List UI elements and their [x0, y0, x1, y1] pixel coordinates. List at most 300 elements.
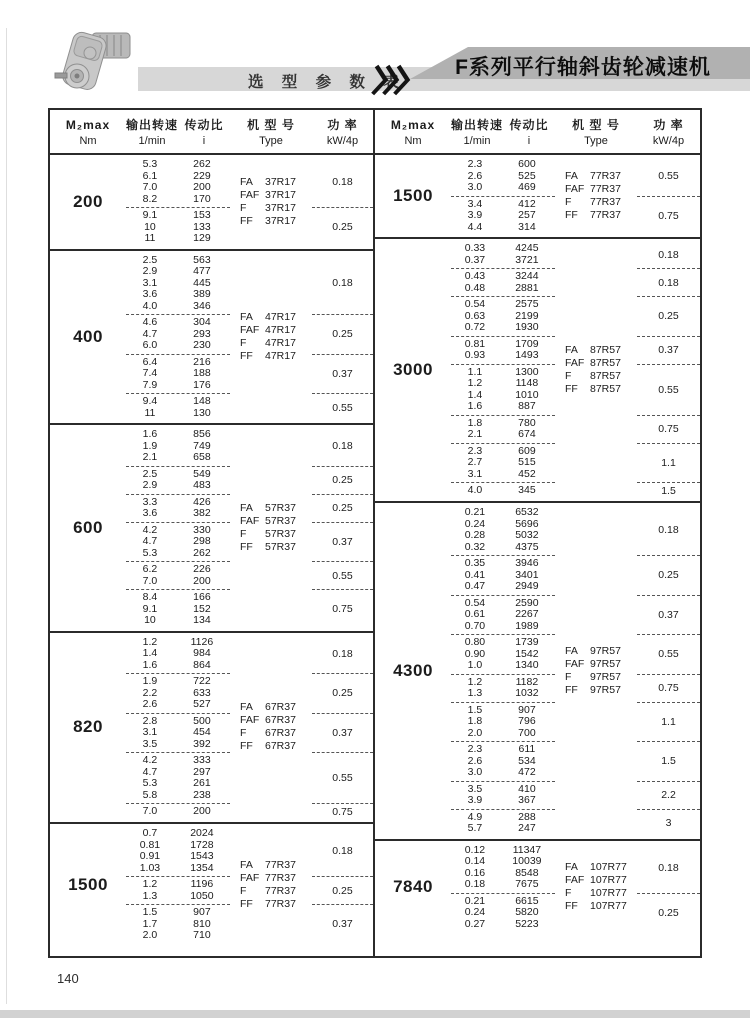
series-title: F系列平行轴斜齿轮减速机 [455, 56, 711, 79]
type-line: FAF 97R57 [565, 657, 621, 670]
power-value: 0.55 [312, 752, 373, 803]
torque-value: 1500 [68, 874, 108, 894]
ratio-value: 907 [518, 703, 536, 716]
ratio-value: 1032 [515, 687, 539, 699]
ratio-value: 8548 [515, 866, 539, 879]
column-label-zh: 输出转速 [451, 118, 504, 132]
output-speed-value: 0.12 [464, 843, 486, 856]
type-prefix: FAF [565, 357, 585, 369]
power-value: 0.18 [332, 440, 353, 453]
torque-group-1500 [50, 822, 373, 956]
ratio-value: 262 [193, 158, 211, 170]
output-speed-value: 1.5 [142, 906, 158, 918]
data-row [451, 283, 555, 295]
output-speed-value: 0.93 [464, 349, 486, 361]
power-value: 0.25 [312, 494, 373, 522]
column-label-zh: M₂max [65, 118, 111, 132]
type-prefix: F [240, 727, 247, 740]
ratio-value: 1543 [190, 850, 214, 862]
torque-value: 1500 [393, 186, 433, 205]
data-row [451, 744, 555, 756]
output-speed-value: 2.9 [142, 479, 158, 491]
type-line: FAF 77R37 [240, 871, 296, 884]
power-value: 0.37 [637, 336, 700, 364]
torque-group-820 [50, 631, 373, 823]
speed-ratio-block [126, 589, 230, 629]
speed-ratio-block [126, 803, 230, 820]
ratio-value: 166 [193, 591, 211, 603]
data-row [451, 767, 555, 779]
output-speed-value: 3.0 [467, 766, 483, 778]
torque-value: 7840 [393, 877, 433, 897]
output-speed-value: 8.4 [142, 591, 158, 603]
output-speed-value: 9.1 [142, 602, 158, 615]
output-speed-value: 4.2 [142, 754, 158, 766]
output-speed-value: 2.5 [142, 253, 158, 266]
ratio-value: 796 [518, 715, 536, 727]
power-value: 0.18 [332, 845, 353, 857]
output-speed-value: 1.7 [142, 917, 158, 930]
output-speed-value: 6.0 [142, 339, 158, 351]
data-row [451, 271, 555, 283]
data-row [451, 171, 555, 183]
data-row [126, 317, 230, 329]
ratio-value: 700 [518, 726, 536, 739]
data-row [126, 380, 230, 392]
data-row [126, 452, 230, 464]
ratio-value: 856 [193, 428, 211, 440]
type-prefix: F [240, 527, 247, 540]
power-value: 0.25 [312, 876, 373, 904]
ratio-value: 1196 [190, 878, 214, 890]
type-line: FA 47R17 [240, 310, 296, 323]
data-row [126, 194, 230, 206]
type-list [230, 859, 312, 911]
speed-ratio-block [451, 505, 555, 555]
ratio-value: 330 [193, 523, 211, 536]
ratio-value: 226 [193, 563, 211, 575]
ratio-value: 5223 [515, 917, 539, 930]
data-row [451, 507, 555, 519]
speed-ratio-block [451, 482, 555, 499]
output-speed-value: 1.6 [142, 658, 158, 671]
type-line: F 107R77 [565, 887, 627, 900]
type-line: FAF 107R77 [565, 874, 627, 887]
data-row [126, 615, 230, 627]
speed-ratio-block [451, 893, 555, 933]
ratio-value: 483 [193, 479, 211, 491]
type-line: FF 37R17 [240, 214, 296, 227]
output-speed-value: 3.0 [467, 181, 483, 193]
output-speed-value: 1.9 [142, 675, 158, 687]
power-value: 0.18 [658, 524, 679, 536]
output-speed-value: 0.54 [464, 596, 486, 609]
torque-value: 3000 [393, 360, 433, 379]
type-line: FAF 37R17 [240, 188, 296, 201]
type-prefix: FA [240, 858, 253, 871]
data-row [451, 457, 555, 469]
data-row [451, 756, 555, 768]
data-row [126, 592, 230, 604]
ratio-value: 1739 [515, 636, 539, 648]
column-header [312, 118, 373, 147]
output-speed-value: 2.9 [142, 265, 158, 277]
output-speed-value: 0.7 [142, 827, 158, 839]
gear-reducer-photo-icon [52, 26, 138, 96]
power-value: 0.18 [332, 647, 353, 660]
ratio-value: 153 [193, 209, 211, 221]
data-row [126, 907, 230, 919]
output-speed-value: 1.1 [467, 365, 483, 378]
data-row [126, 727, 230, 739]
output-speed-value: 1.03 [139, 861, 161, 874]
data-row [126, 767, 230, 779]
ratio-value: 7675 [515, 878, 539, 890]
output-speed-value: 6.4 [142, 355, 158, 368]
data-row [451, 243, 555, 255]
ratio-value: 611 [518, 743, 536, 755]
data-row [451, 581, 555, 593]
ratio-value: 200 [193, 181, 211, 193]
speed-ratio-block [126, 253, 230, 315]
data-row [126, 688, 230, 700]
output-speed-value: 4.9 [467, 810, 483, 823]
torque-value: 200 [73, 191, 103, 211]
type-line: FA 57R37 [240, 501, 296, 514]
ratio-value: 288 [518, 810, 536, 823]
power-value: 3 [637, 809, 700, 837]
type-line: F 47R17 [240, 336, 296, 349]
data-row [126, 159, 230, 171]
ratio-value: 1709 [515, 337, 539, 350]
type-line: FF 77R37 [240, 897, 296, 910]
output-speed-value: 1.6 [467, 400, 483, 412]
output-speed-value: 0.35 [464, 557, 486, 569]
ratio-value: 10039 [512, 855, 542, 867]
data-row [126, 329, 230, 341]
data-row [126, 182, 230, 194]
type-prefix: F [565, 887, 572, 900]
type-line: F 87R57 [565, 370, 621, 382]
speed-ratio-block [451, 555, 555, 595]
ratio-value: 749 [193, 439, 211, 452]
power-value: 0.18 [332, 277, 353, 290]
ratio-value: 452 [518, 467, 536, 480]
power-value: 2.2 [637, 781, 700, 809]
speed-ratio-block [451, 674, 555, 702]
output-speed-value: 0.32 [464, 540, 486, 553]
type-prefix: FAF [240, 323, 260, 336]
type-list [555, 170, 637, 222]
ratio-value: 658 [193, 451, 211, 463]
output-speed-value: 1.6 [142, 428, 158, 440]
ratio-value: 2024 [190, 827, 214, 839]
ratio-value: 1182 [515, 675, 539, 688]
speed-ratio-block [126, 522, 230, 562]
type-line: FF 97R57 [565, 683, 621, 696]
power-value: 0.25 [637, 555, 700, 595]
ratio-value: 1126 [190, 635, 214, 648]
ratio-value: 1728 [190, 838, 214, 851]
output-speed-value: 0.90 [464, 647, 486, 660]
data-row [451, 637, 555, 649]
column-label-unit: Type [584, 135, 608, 147]
output-speed-value: 3.9 [467, 209, 483, 221]
ratio-value: 3401 [515, 568, 539, 581]
type-line: FA 77R37 [240, 858, 296, 871]
data-row [451, 222, 555, 234]
speed-ratio-block [451, 595, 555, 635]
output-speed-value: 0.47 [464, 580, 486, 592]
output-speed-value: 10 [144, 614, 156, 626]
type-line: FA 107R77 [565, 861, 627, 874]
output-speed-value: 1.4 [467, 388, 483, 401]
data-row [126, 676, 230, 688]
ratio-value: 600 [518, 158, 536, 170]
section-title: 选 型 参 数 表 [248, 74, 406, 91]
column-header [126, 118, 178, 147]
ratio-value: 230 [193, 339, 211, 351]
type-line: FA 67R37 [240, 701, 296, 714]
type-prefix: FF [565, 383, 578, 395]
torque-value: 400 [73, 326, 103, 346]
data-row [451, 182, 555, 194]
speed-ratio-block [126, 494, 230, 522]
output-speed-value: 2.8 [142, 714, 158, 727]
torque-value: 820 [73, 717, 103, 737]
data-row [126, 637, 230, 649]
ratio-value: 333 [193, 754, 211, 766]
data-row [126, 828, 230, 840]
power-value: 0.55 [658, 170, 679, 183]
power-value: 0.55 [637, 634, 700, 674]
speed-ratio-block [126, 427, 230, 466]
type-prefix: FA [240, 310, 253, 323]
ratio-value: 1989 [515, 619, 539, 632]
column-label-unit: Nm [404, 135, 422, 147]
data-row [451, 856, 555, 868]
ratio-value: 133 [193, 220, 211, 233]
output-speed-value: 0.91 [139, 850, 161, 862]
ratio-value: 907 [193, 906, 211, 918]
tables [48, 108, 702, 958]
data-row [451, 879, 555, 891]
column-label-unit: 1/min [463, 135, 491, 147]
ratio-value: 262 [193, 546, 211, 559]
output-speed-value: 0.27 [464, 917, 486, 930]
type-prefix: F [240, 201, 247, 214]
data-row [451, 429, 555, 441]
ratio-value: 238 [193, 788, 211, 801]
ratio-value: 148 [193, 395, 211, 407]
data-row [451, 485, 555, 497]
data-row [451, 367, 555, 379]
ratio-value: 4245 [515, 242, 539, 254]
type-prefix: F [565, 196, 572, 208]
data-row [451, 401, 555, 413]
power-value: 0.25 [637, 893, 700, 933]
power-value: 0.75 [312, 803, 373, 820]
table-right [375, 110, 700, 956]
column-label-unit: 1/min [138, 135, 166, 147]
ratio-value: 1010 [515, 388, 539, 401]
ratio-value: 129 [193, 232, 211, 244]
output-speed-value: 1.3 [142, 889, 158, 902]
power-value: 0.25 [312, 314, 373, 354]
power-value: 0.37 [312, 354, 373, 394]
output-speed-value: 0.81 [139, 838, 161, 851]
ratio-value: 3946 [515, 557, 539, 569]
data-row [451, 621, 555, 633]
ratio-value: 472 [518, 766, 536, 778]
output-speed-value: 0.70 [464, 619, 486, 632]
output-speed-value: 5.3 [142, 158, 158, 170]
data-row [451, 378, 555, 390]
output-speed-value: 0.72 [464, 321, 486, 333]
data-row [451, 469, 555, 481]
output-speed-value: 0.21 [464, 506, 486, 518]
power-value: 0.37 [312, 713, 373, 753]
ratio-value: 412 [518, 197, 536, 210]
output-speed-value: 9.1 [142, 209, 158, 221]
ratio-value: 500 [193, 714, 211, 727]
power-value: 0.75 [312, 589, 373, 629]
output-speed-value: 0.18 [464, 878, 486, 890]
power-value: 0.25 [312, 466, 373, 494]
ratio-value: 1930 [515, 321, 539, 333]
column-header [637, 118, 700, 147]
output-speed-value: 1.2 [142, 635, 158, 648]
ratio-value: 293 [193, 327, 211, 340]
speed-ratio-block [451, 268, 555, 296]
data-row [126, 340, 230, 352]
output-speed-value: 11 [144, 406, 156, 419]
speed-ratio-block [126, 314, 230, 354]
type-prefix: FAF [565, 874, 585, 887]
output-speed-value: 0.80 [464, 636, 486, 648]
output-speed-value: 0.43 [464, 270, 486, 282]
column-label-zh: 机 型 号 [247, 118, 295, 132]
output-speed-value: 8.2 [142, 192, 158, 205]
power-value: 0.55 [637, 364, 700, 415]
speed-ratio-block [126, 713, 230, 753]
output-speed-value: 4.0 [142, 299, 158, 312]
output-speed-value: 7.0 [142, 805, 158, 817]
ratio-value: 722 [193, 675, 211, 687]
ratio-value: 257 [518, 209, 536, 221]
ratio-value: 410 [518, 782, 536, 795]
torque-group-600 [50, 423, 373, 631]
column-label-unit: kW/4p [652, 135, 685, 147]
data-row [451, 688, 555, 700]
ratio-value: 297 [193, 765, 211, 778]
ratio-value: 298 [193, 535, 211, 547]
column-label-zh: 功 率 [653, 118, 684, 132]
ratio-value: 563 [193, 253, 211, 266]
data-row [451, 907, 555, 919]
type-line: FF 77R37 [565, 209, 621, 221]
ratio-value: 3244 [515, 270, 539, 282]
ratio-value: 247 [518, 822, 536, 834]
data-row [126, 851, 230, 863]
output-speed-value: 2.6 [467, 754, 483, 767]
type-prefix: F [565, 370, 572, 382]
data-row [126, 266, 230, 278]
data-row [451, 660, 555, 672]
speed-ratio-block [126, 561, 230, 589]
column-label-zh: 传动比 [509, 118, 549, 132]
speed-ratio-block [126, 635, 230, 674]
ratio-value: 1050 [190, 889, 214, 902]
data-row [451, 199, 555, 211]
output-speed-value: 3.6 [142, 507, 158, 519]
output-speed-value: 4.6 [142, 316, 158, 328]
ratio-value: 5032 [515, 529, 539, 541]
ratio-value: 2575 [515, 298, 539, 310]
data-row [451, 446, 555, 458]
ratio-value: 367 [518, 794, 536, 806]
column-label-zh: 传动比 [184, 118, 224, 132]
ratio-value: 2881 [515, 281, 539, 294]
type-list [555, 645, 637, 697]
ratio-value: 2949 [515, 580, 539, 592]
type-prefix: FA [565, 644, 578, 657]
power-value: 0.25 [312, 207, 373, 247]
speed-ratio-block [451, 809, 555, 837]
speed-ratio-block [451, 741, 555, 781]
ratio-value: 810 [193, 917, 211, 930]
data-row [451, 210, 555, 222]
ratio-value: 3721 [515, 253, 539, 266]
ratio-value: 780 [518, 416, 536, 429]
torque-value: 600 [73, 517, 103, 537]
output-speed-value: 5.7 [467, 822, 483, 834]
ratio-value: 454 [193, 726, 211, 738]
ratio-value: 134 [193, 614, 211, 626]
output-speed-value: 0.41 [464, 568, 486, 581]
output-speed-value: 0.37 [464, 253, 486, 266]
type-prefix: FF [565, 209, 578, 221]
ratio-value: 534 [518, 754, 536, 767]
data-row [451, 299, 555, 311]
type-prefix: FF [240, 540, 253, 553]
output-speed-value: 2.3 [467, 743, 483, 755]
type-line: FA 37R17 [240, 175, 296, 188]
output-speed-value: 1.9 [142, 439, 158, 452]
output-speed-value: 3.3 [142, 495, 158, 508]
type-line: F 77R37 [240, 884, 296, 897]
output-speed-value: 3.4 [467, 197, 483, 210]
output-speed-value: 4.7 [142, 327, 158, 340]
speed-ratio-block [451, 364, 555, 415]
type-list [230, 502, 312, 554]
speed-ratio-block [126, 673, 230, 713]
data-row [126, 648, 230, 660]
output-speed-value: 1.4 [142, 647, 158, 659]
ratio-value: 200 [193, 574, 211, 587]
power-value: 0.25 [312, 673, 373, 713]
type-prefix: FAF [240, 514, 260, 527]
footer-bar [0, 1010, 750, 1018]
type-prefix: FAF [240, 188, 260, 201]
column-label-unit: i [527, 135, 531, 147]
output-speed-value: 5.8 [142, 788, 158, 801]
torque-value: 4300 [393, 660, 433, 680]
output-speed-value: 2.1 [142, 451, 158, 463]
data-row [126, 368, 230, 380]
type-line: FF 57R37 [240, 540, 296, 553]
data-row [126, 233, 230, 245]
